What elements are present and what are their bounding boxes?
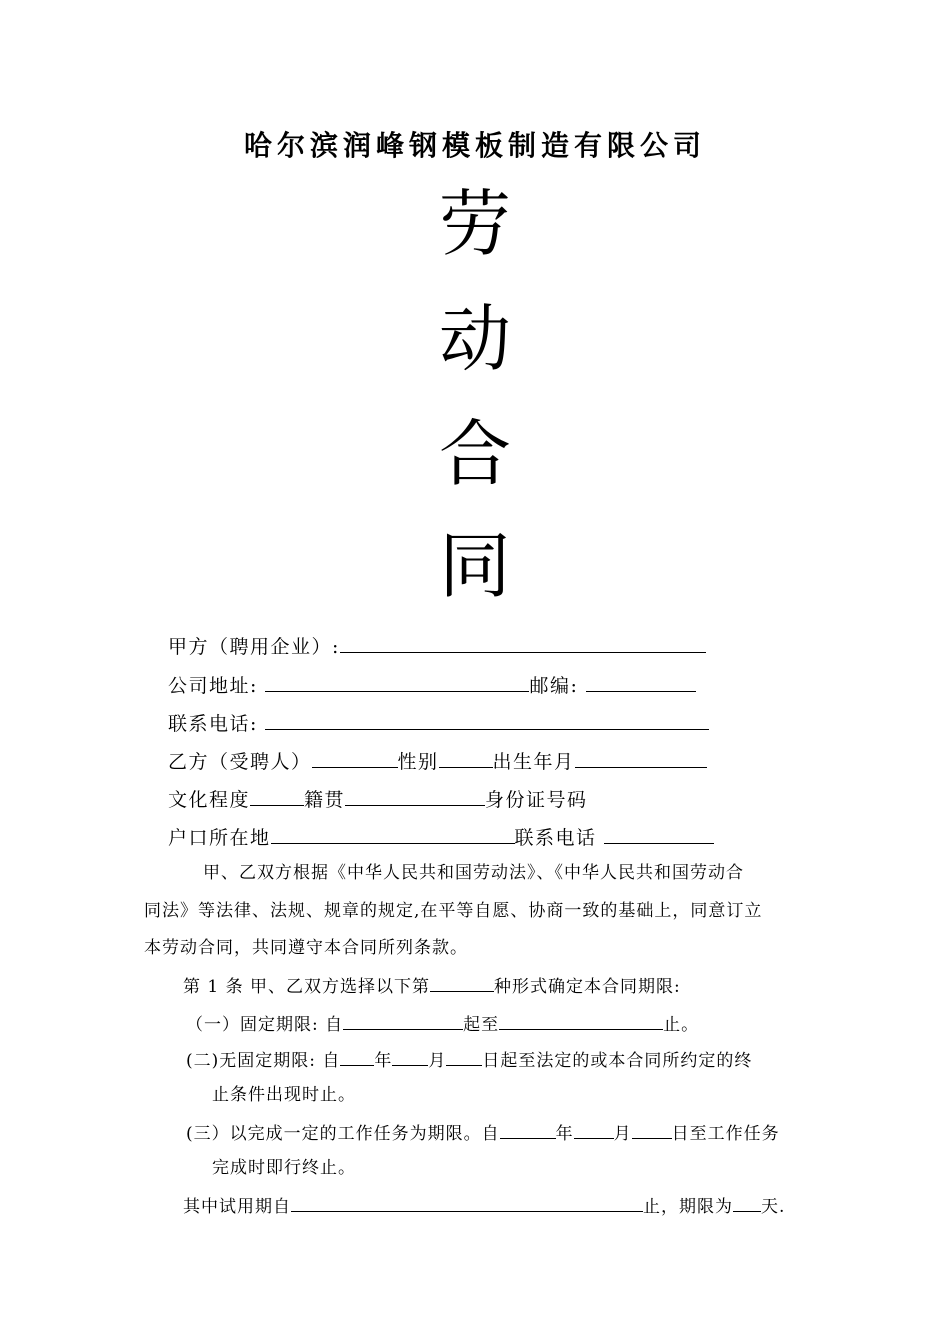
- option-3-day-blank[interactable]: [632, 1120, 672, 1139]
- company-name: 哈尔滨润峰钢模板制造有限公司: [243, 129, 706, 162]
- option-1-start-blank[interactable]: [343, 1011, 463, 1030]
- hukou-label: 户口所在地: [168, 827, 271, 849]
- intro-line-2: 同法》等法律、法规、规章的规定,在平等自愿、协商一致的基础上，同意订立: [144, 901, 763, 921]
- article-1: [183, 973, 681, 999]
- education-label: 文化程度: [168, 789, 251, 811]
- postcode-label: 邮编:: [529, 675, 579, 697]
- phone2-blank[interactable]: [604, 825, 714, 844]
- option-3-text-a: (三）以完成一定的工作任务为期限。自: [186, 1124, 500, 1144]
- option-2-month-blank[interactable]: [392, 1047, 428, 1066]
- party-a-row: [168, 634, 706, 659]
- option-3-text-b: 年: [555, 1124, 574, 1144]
- title-char-2: 动: [438, 297, 511, 381]
- birth-label: 出生年月: [492, 751, 575, 773]
- title-char-3: 合: [438, 412, 511, 496]
- article-1-blank[interactable]: [430, 973, 494, 992]
- option-1-end-blank[interactable]: [499, 1011, 663, 1030]
- party-a-label: 甲方（聘用企业）:: [168, 636, 340, 658]
- option-1-text-a: （一）固定期限: 自: [186, 1015, 344, 1035]
- option-3-month-blank[interactable]: [574, 1120, 614, 1139]
- party-b-row: [168, 749, 707, 774]
- party-a-blank[interactable]: [340, 634, 706, 653]
- phone-row: [168, 711, 709, 736]
- option-2-year-blank[interactable]: [340, 1047, 374, 1066]
- party-b-blank[interactable]: [312, 749, 398, 768]
- gender-blank[interactable]: [439, 749, 493, 768]
- hukou-blank[interactable]: [271, 825, 515, 844]
- option-2-text-d: 日起至法定的或本合同所约定的终: [482, 1051, 753, 1071]
- birth-blank[interactable]: [575, 749, 707, 768]
- title-char-4: 同: [438, 524, 511, 608]
- address-label: 公司地址:: [168, 675, 258, 697]
- gender-label: 性别: [397, 751, 439, 773]
- phone-label: 联系电话:: [168, 713, 258, 735]
- option-2-continuation: 止条件出现时止。: [212, 1085, 356, 1105]
- id-label: 身份证号码: [485, 789, 588, 811]
- trial-days-blank[interactable]: [733, 1193, 761, 1212]
- option-1-text-c: 止。: [663, 1015, 700, 1035]
- education-row: [168, 787, 588, 812]
- article-1-text-b: 种形式确定本合同期限:: [494, 977, 681, 997]
- trial-period: [183, 1193, 785, 1219]
- option-2: [186, 1047, 752, 1073]
- education-blank[interactable]: [250, 787, 304, 806]
- option-2-text-a: (二)无固定期限: 自: [186, 1051, 341, 1071]
- postcode-blank[interactable]: [586, 673, 696, 692]
- trial-range-blank[interactable]: [291, 1193, 643, 1212]
- option-2-text-b: 年: [374, 1051, 393, 1071]
- intro-line-3: 本劳动合同，共同遵守本合同所列条款。: [144, 938, 468, 958]
- option-1-text-b: 起至: [463, 1015, 500, 1035]
- trial-text-a: 其中试用期自: [183, 1197, 291, 1217]
- address-row: [168, 673, 696, 698]
- option-3-text-c: 月: [613, 1124, 632, 1144]
- title-char-1: 劳: [438, 182, 511, 266]
- option-2-day-blank[interactable]: [446, 1047, 482, 1066]
- trial-text-c: 天.: [761, 1197, 786, 1217]
- option-2-text-c: 月: [428, 1051, 447, 1071]
- option-3: [186, 1120, 780, 1146]
- intro-line-1: 甲、乙双方根据《中华人民共和国劳动法》、《中华人民共和国劳动合: [203, 863, 744, 883]
- address-blank[interactable]: [265, 673, 529, 692]
- option-3-year-blank[interactable]: [500, 1120, 556, 1139]
- option-3-text-d: 日至工作任务: [671, 1124, 780, 1144]
- trial-text-b: 止，期限为: [643, 1197, 733, 1217]
- option-3-continuation: 完成时即行终止。: [212, 1158, 356, 1178]
- native-label: 籍贯: [304, 789, 346, 811]
- party-b-label: 乙方（受聘人）: [168, 751, 312, 773]
- article-1-text-a: 第 1 条 甲、乙双方选择以下第: [183, 977, 431, 997]
- option-1: [186, 1011, 699, 1037]
- phone-blank[interactable]: [265, 711, 709, 730]
- phone2-label: 联系电话: [514, 827, 597, 849]
- native-blank[interactable]: [345, 787, 485, 806]
- hukou-row: [168, 825, 714, 850]
